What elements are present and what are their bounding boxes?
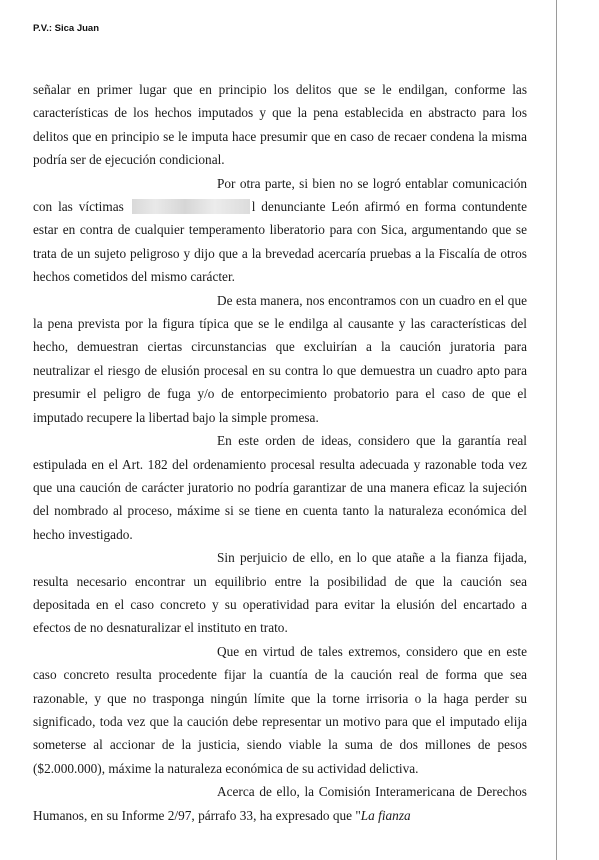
paragraph-6: Que en virtud de tales extremos, considero que en este caso concreto resulta procedente fijar la cuantía de la caución real de forma que sea razonable, y que no trasponga ningún límite que la torne irrisoria o la haga perder su significado, toda vez que la caución debe representar un motivo para que el imputado elija someterse al accionar de la justicia, siendo viable la suma de dos millones de pesos ($2.000.000), máxime la naturaleza económica de su actividad delictiva.: [33, 643, 527, 776]
paragraph-2: [33, 172, 527, 289]
page-header: P.V.: Sica Juan: [33, 23, 100, 34]
paragraph-5: Sin perjuicio de ello, en lo que atañe a la fianza fijada, resulta necesario encontrar un equilibrio entre la posibilidad de que la caución sea depositada en el caso concreto y su operatividad para evitar la elusión del encartado a efectos de no desnaturalizar el instituto en trato.: [33, 550, 527, 636]
paragraph-7: [33, 780, 527, 827]
document-body: [33, 78, 527, 827]
paragraph-4: En este orden de ideas, considero que la garantía real estipulada en el Art. 182 del ordenamiento procesal resulta adecuada y razonable toda vez que una caución de carácter juratorio no podría garantizar de una manera eficaz la sujeción del nombrado al proceso, máxime si se tiene en cuenta tanto la naturaleza económica del hecho investigado.: [33, 433, 527, 542]
paragraph-2-text-before: Por otra parte, si bien no se logró entablar comunicación con las víctimas: [33, 175, 527, 215]
paragraph-1: señalar en primer lugar que en principio los delitos que se le endilgan, conforme las características de los hechos imputados y que la pena establecida en abstracto para los delitos que en principio se le imputa hace presumir que en caso de recaer condena la misma podría ser de ejecución condicional.: [33, 82, 527, 168]
paragraph-7-italic-quote: La fianza: [360, 807, 411, 823]
paragraph-7-text: Acerca de ello, la Comisión Interamericana de Derechos Humanos, en su Informe 2/97, párrafo 33, ha expresado que ": [33, 784, 527, 823]
page-edge-line: [556, 0, 557, 860]
paragraph-3: De esta manera, nos encontramos con un cuadro en el que la pena prevista por la figura típica que se le endilga al causante y las características del hecho, demuestran ciertas circunstancias que excluirían a la caución juratoria para neutralizar el riesgo de elusión procesal en su contra lo que demuestra un cuadro apto para presumir el peligro de fuga y/o de entorpecimiento probatorio para el caso de que el imputado recupere la libertad bajo la simple promesa.: [33, 292, 527, 425]
redaction-block: [132, 199, 250, 214]
paragraph-2-text-after: l denunciante León afirmó en forma contundente estar en contra de cualquier temperamento liberatorio para con Sica, argumentando que se trata de un sujeto peligroso y dijo que a la brevedad acercaría pruebas a la Fiscalía de otros hechos cometidos del mismo carácter.: [33, 199, 527, 285]
